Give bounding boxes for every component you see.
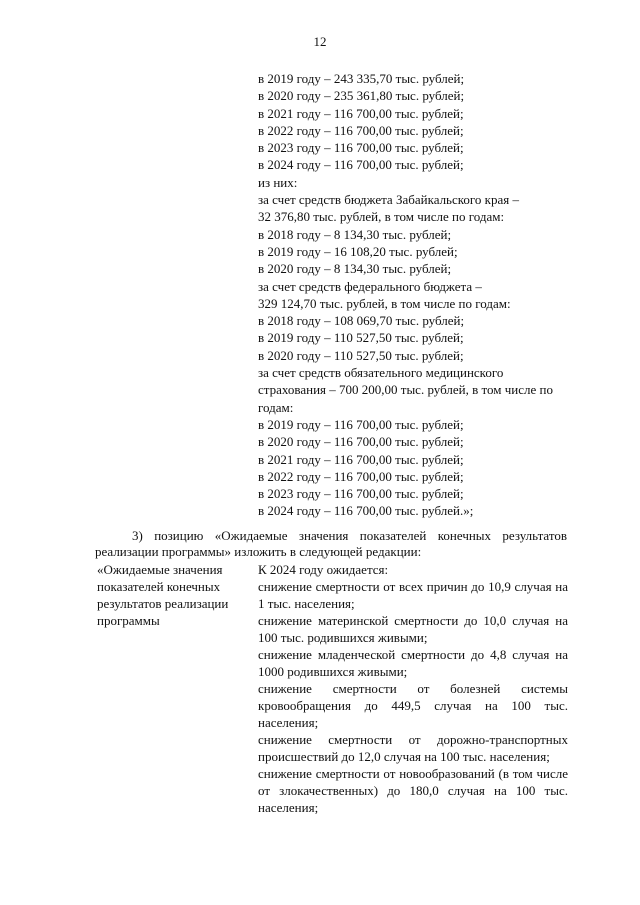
expected-result-item: снижение смертности от всех причин до 10,9 случая на 1 тыс. населения; [258, 579, 568, 611]
funding-line: в 2021 году – 116 700,00 тыс. рублей; [258, 451, 464, 467]
funding-line: в 2021 году – 116 700,00 тыс. рублей; [258, 105, 464, 121]
expected-result-item: снижение материнской смертности до 10,0 случая на 100 тыс. родившихся живыми; [258, 613, 568, 645]
funding-line: в 2024 году – 116 700,00 тыс. рублей; [258, 157, 464, 173]
funding-line: годам: [258, 399, 294, 415]
funding-line: в 2020 году – 110 527,50 тыс. рублей; [258, 347, 464, 363]
funding-line: в 2018 году – 108 069,70 тыс. рублей; [258, 313, 465, 329]
amendment-paragraph [95, 528, 567, 560]
funding-line: 329 124,70 тыс. рублей, в том числе по годам: [258, 295, 511, 311]
funding-line: в 2022 году – 116 700,00 тыс. рублей; [258, 468, 464, 484]
funding-line: за счет средств федерального бюджета – [258, 278, 482, 294]
expected-result-item: снижение младенческой смертности до 4,8 случая на 1000 родившихся живыми; [258, 647, 568, 679]
funding-line: в 2019 году – 110 527,50 тыс. рублей; [258, 330, 464, 346]
funding-line: за счет средств бюджета Забайкальского края – [258, 192, 519, 208]
funding-line: в 2023 году – 116 700,00 тыс. рублей; [258, 140, 464, 156]
page-number: 12 [313, 34, 327, 49]
funding-line: в 2024 году – 116 700,00 тыс. рублей.»; [258, 503, 474, 519]
position-label: «Ожидаемые значения показателей конечных результатов реализации программы [97, 562, 229, 628]
funding-line: страхования – 700 200,00 тыс. рублей, в том числе по [258, 382, 553, 398]
expected-result-item: снижение смертности от дорожно-транспортных происшествий до 12,0 случая на 100 тыс. населения; [258, 732, 568, 764]
funding-line: из них: [258, 174, 298, 190]
expected-result-item: снижение смертности от болезней системы кровообращения до 449,5 случая на 100 тыс. населения; [258, 681, 568, 730]
funding-line: в 2023 году – 116 700,00 тыс. рублей; [258, 486, 464, 502]
amendment-line-2: реализации программы» изложить в следующей редакции: [95, 544, 422, 559]
expected-results-intro: К 2024 году ожидается: [258, 562, 389, 577]
funding-line: в 2020 году – 116 700,00 тыс. рублей; [258, 434, 464, 450]
expected-results [258, 561, 568, 816]
funding-line: в 2020 году – 8 134,30 тыс. рублей; [258, 261, 452, 277]
funding-line: в 2019 году – 243 335,70 тыс. рублей; [258, 71, 465, 86]
funding-line: в 2019 году – 116 700,00 тыс. рублей; [258, 416, 464, 432]
funding-line: за счет средств обязательного медицинского [258, 365, 504, 381]
expected-result-item: снижение смертности от новообразований (в том числе от злокачественных) до 180,0 случая на 100 тыс. населения; [258, 766, 568, 815]
funding-line: в 2018 году – 8 134,30 тыс. рублей; [258, 226, 452, 242]
funding-list [258, 70, 568, 520]
funding-line: 32 376,80 тыс. рублей, в том числе по годам: [258, 209, 505, 225]
funding-line: в 2022 году – 116 700,00 тыс. рублей; [258, 122, 464, 138]
amendment-line-1: 3) позицию «Ожидаемые значения показателей конечных результатов [132, 528, 567, 543]
funding-line: в 2020 году – 235 361,80 тыс. рублей; [258, 88, 465, 104]
funding-line: в 2019 году – 16 108,20 тыс. рублей; [258, 243, 458, 259]
